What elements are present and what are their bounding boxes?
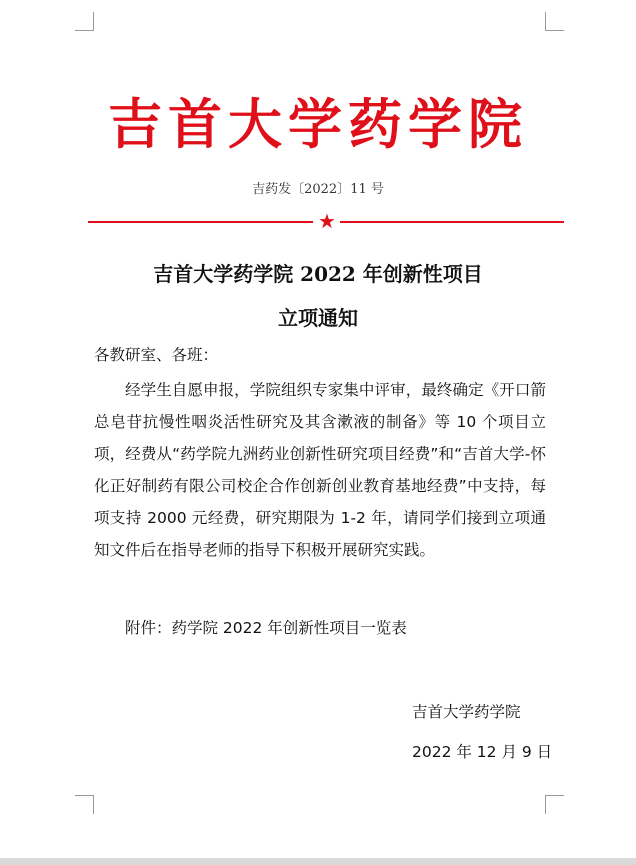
signature-org: 吉首大学药学院 <box>412 703 521 721</box>
salutation: 各教研室、各班： <box>94 346 219 364</box>
notice-title-line1: 吉首大学药学院 2022 年创新性项目 <box>153 262 483 286</box>
attachment-line: 附件：药学院 2022 年创新性项目一览表 <box>125 619 407 637</box>
red-header-org-name: 吉首大学药学院 <box>108 92 528 156</box>
margin-corner-mark <box>75 795 94 814</box>
red-star-icon: ★ <box>318 209 336 233</box>
margin-corner-mark <box>545 12 564 31</box>
red-divider-left <box>88 221 313 223</box>
margin-corner-mark <box>545 795 564 814</box>
document-number: 吉药发〔2022〕11 号 <box>252 182 384 197</box>
body-paragraph: 经学生自愿申报，学院组织专家集中评审，最终确定《开口箭总皂苷抗慢性咽炎活性研究及其含漱液的制备》等 10 个项目立项，经费从“药学院九洲药业创新性研究项目经费”和“吉首大学-怀化正好制药有限公司校企合作创新创业教育基地经费”中支持，每项支持 2000 元经费，研究期限为 1-2 年，请同学们接到立项通知文件后在指导老师的指导下积极开展研究实践。 <box>94 381 546 559</box>
notice-title-line2: 立项通知 <box>278 306 358 330</box>
page-bottom-gutter <box>0 858 636 865</box>
margin-corner-mark <box>75 12 94 31</box>
red-divider-right <box>340 221 564 223</box>
signature-date: 2022 年 12 月 9 日 <box>412 743 553 761</box>
